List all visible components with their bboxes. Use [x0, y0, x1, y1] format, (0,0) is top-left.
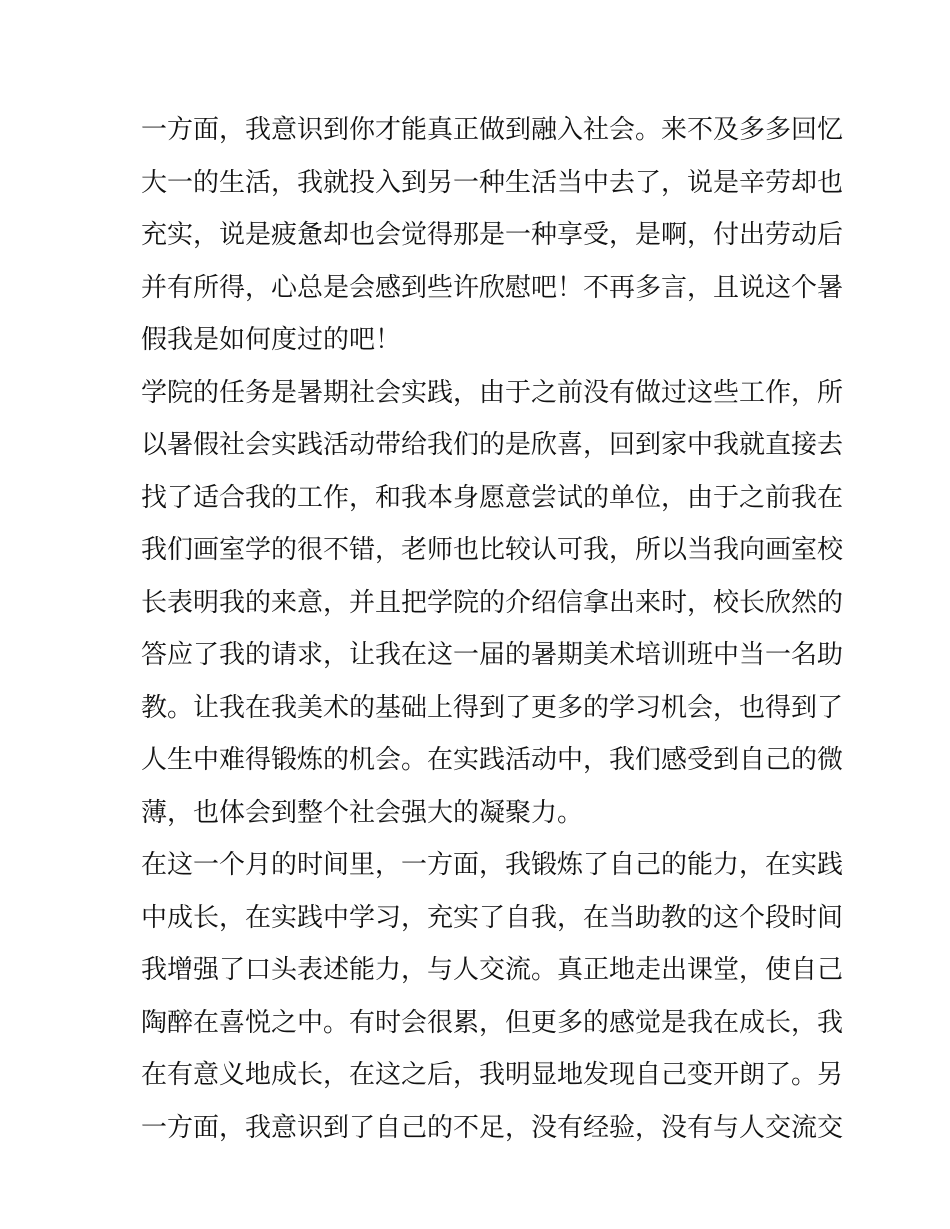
- text-line: 在这一个月的时间里，一方面，我锻炼了自己的能力，在实践: [141, 850, 844, 880]
- text-line: 长表明我的来意，并且把学院的介绍信拿出来时，校长欣然的: [141, 587, 844, 618]
- text-line: 大一的生活，我就投入到另一种生活当中去了，说是辛劳却也: [141, 167, 844, 198]
- text-line: 找了适合我的工作，和我本身愿意尝试的单位，由于之前我在: [141, 482, 844, 513]
- text-line: 教。让我在我美术的基础上得到了更多的学习机会，也得到了: [141, 692, 844, 723]
- text-line: 我们画室学的很不错，老师也比较认可我，所以当我向画室校: [141, 535, 844, 565]
- text-line: 中成长，在实践中学习，充实了自我，在当助教的这个段时间: [141, 902, 844, 933]
- paragraph-3: [141, 839, 844, 1154]
- text-line: 一方面，我意识到了自己的不足，没有经验，没有与人交流交: [141, 1112, 844, 1143]
- text-line: 陶醉在喜悦之中。有时会很累，但更多的感觉是我在成长，我: [141, 1007, 844, 1038]
- document-page: [141, 104, 844, 1154]
- text-line: 充实，说是疲惫却也会觉得那是一种享受，是啊，付出劳动后: [141, 220, 844, 250]
- text-line: 学院的任务是暑期社会实践，由于之前没有做过这些工作，所: [141, 377, 844, 408]
- text-line: 我增强了口头表述能力，与人交流。真正地走出课堂，使自己: [141, 955, 844, 985]
- text-line: 人生中难得锻炼的机会。在实践活动中，我们感受到自己的微: [141, 745, 844, 775]
- text-line: 并有所得，心总是会感到些许欣慰吧！不再多言，且说这个暑: [141, 272, 844, 303]
- text-line: 答应了我的请求，让我在这一届的暑期美术培训班中当一名助: [141, 640, 844, 670]
- paragraph-2: [141, 367, 844, 840]
- text-line: 薄，也体会到整个社会强大的凝聚力。: [141, 797, 584, 828]
- text-line: 在有意义地成长，在这之后，我明显地发现自己变开朗了。另: [141, 1060, 844, 1090]
- text-line: 一方面，我意识到你才能真正做到融入社会。来不及多多回忆: [141, 115, 844, 145]
- paragraph-1: [141, 104, 844, 367]
- text-line: 假我是如何度过的吧！: [141, 325, 402, 355]
- text-line: 以暑假社会实践活动带给我们的是欣喜，回到家中我就直接去: [141, 430, 844, 460]
